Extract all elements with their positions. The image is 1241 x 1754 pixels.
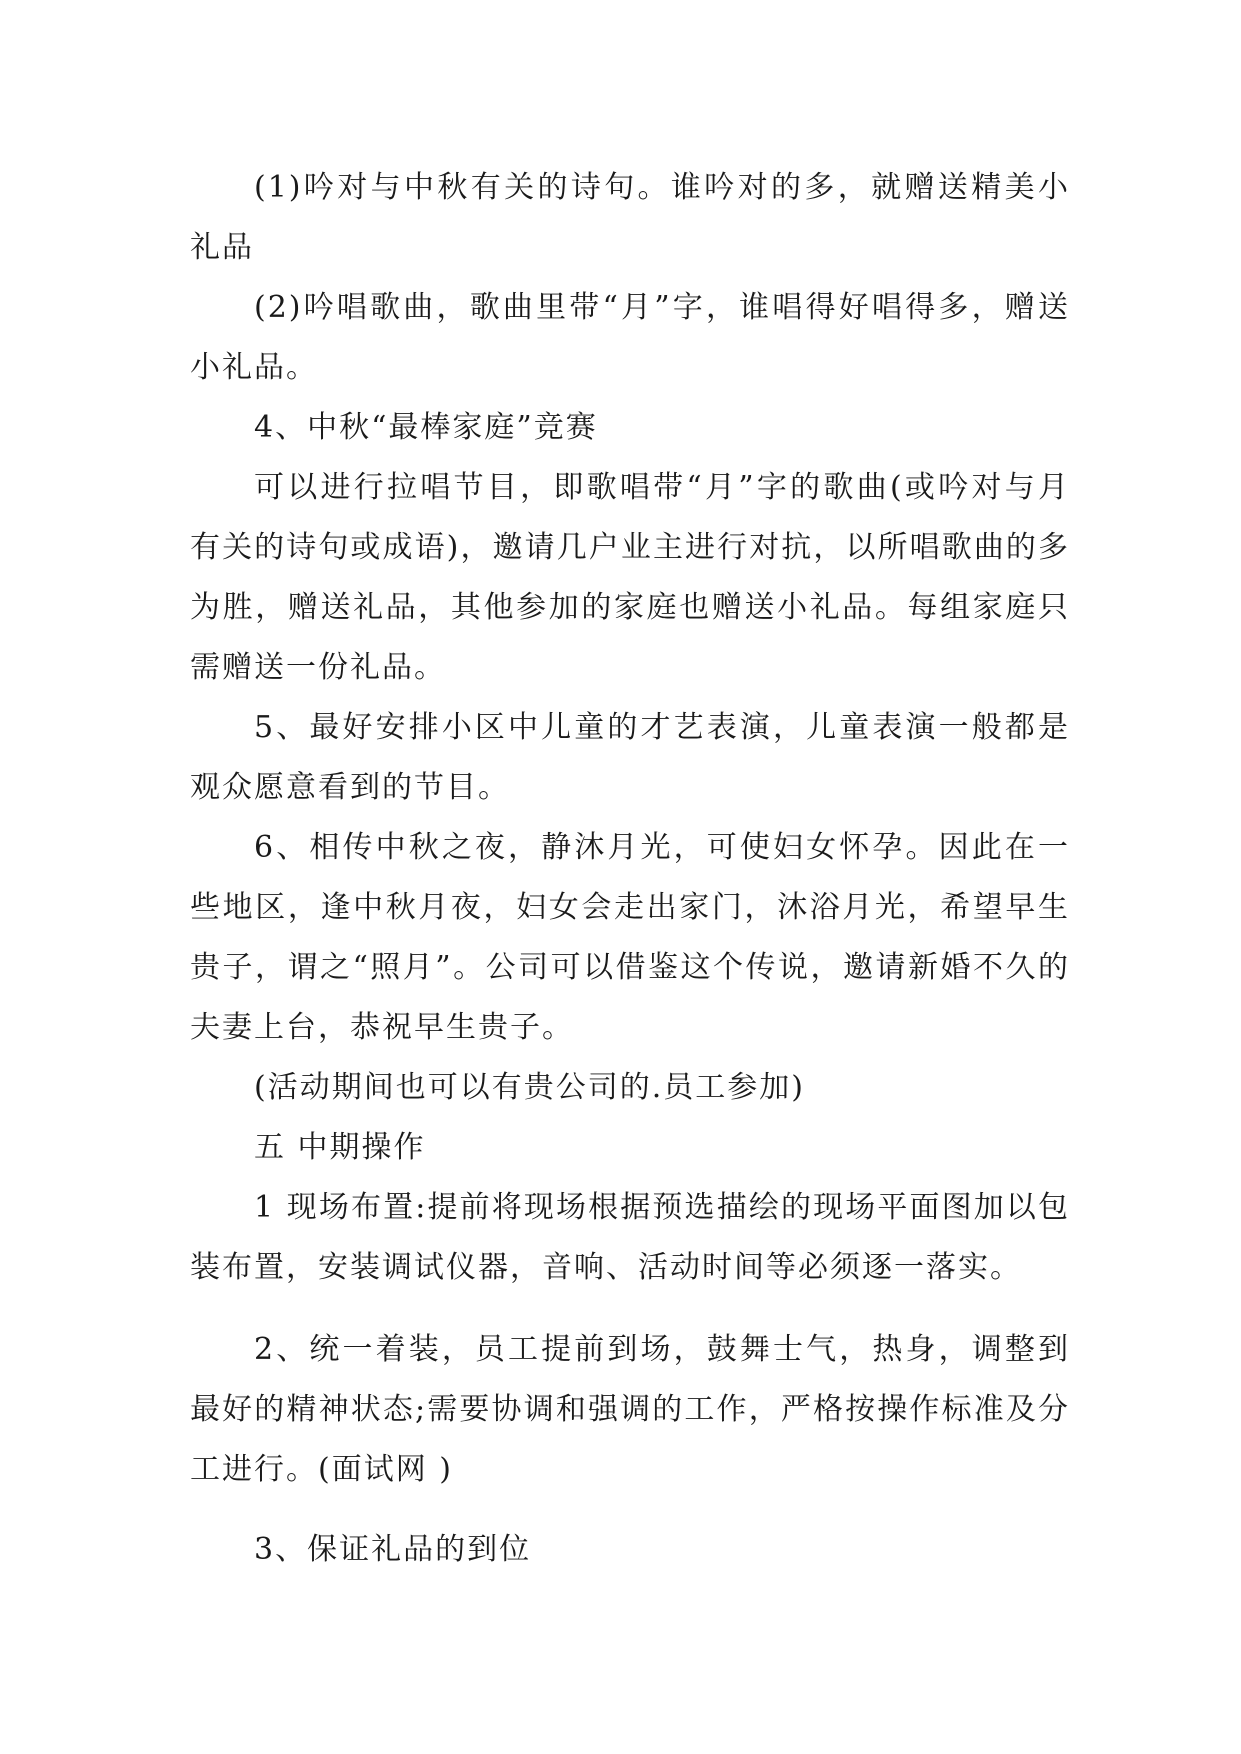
paragraph-recite-poems: (1)吟对与中秋有关的诗句。谁吟对的多，就赠送精美小礼品 <box>190 170 1070 265</box>
paragraph-best-family-heading: 4、中秋“最棒家庭”竞赛 <box>254 410 598 445</box>
paragraph-gift-delivery: 3、保证礼品的到位 <box>254 1532 532 1567</box>
paragraph-staff-participation: (活动期间也可以有贵公司的.员工参加) <box>254 1070 805 1105</box>
paragraph-moon-legend: 6、相传中秋之夜，静沐月光，可使妇女怀孕。因此在一些地区，逢中秋月夜，妇女会走出家门，沐浴月光，希望早生贵子，谓之“照月”。公司可以借鉴这个传说，邀请新婚不久的夫妻上台，恭祝早生贵子。 <box>190 830 1070 1045</box>
paragraph-spacer <box>190 1500 1070 1520</box>
document-body <box>190 158 1070 1580</box>
paragraph-sing-songs: (2)吟唱歌曲，歌曲里带“月”字，谁唱得好唱得多，赠送小礼品。 <box>190 290 1070 385</box>
paragraph-best-family-body: 可以进行拉唱节目，即歌唱带“月”字的歌曲(或吟对与月有关的诗句或成语)，邀请几户业主进行对抗，以所唱歌曲的多为胜，赠送礼品，其他参加的家庭也赠送小礼品。每组家庭只需赠送一份礼品。 <box>190 470 1070 685</box>
paragraph-spacer <box>190 1298 1070 1320</box>
paragraph-children-performance: 5、最好安排小区中儿童的才艺表演，儿童表演一般都是观众愿意看到的节目。 <box>190 710 1070 805</box>
section-heading-mid-operation: 五 中期操作 <box>254 1130 426 1165</box>
paragraph-uniform-dress: 2、统一着装，员工提前到场，鼓舞士气，热身，调整到最好的精神状态;需要协调和强调的工作，严格按操作标准及分工进行。(面试网 ) <box>190 1332 1070 1487</box>
paragraph-venue-setup: 1 现场布置:提前将现场根据预选描绘的现场平面图加以包装布置，安装调试仪器，音响、活动时间等必须逐一落实。 <box>190 1190 1070 1285</box>
